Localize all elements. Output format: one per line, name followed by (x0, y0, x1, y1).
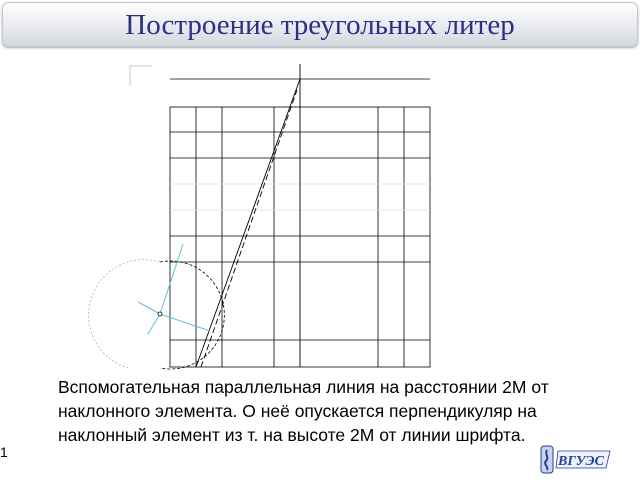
slide-title: Построение треугольных литер (125, 9, 515, 41)
slide-caption: Вспомогательная параллельная линия на расстоянии 2М от наклонного элемента. О неё опускается перпендикуляр на наклонный элемент из т. на высоте 2М от линии шрифта. (58, 377, 549, 445)
svg-text:ВГУЭС: ВГУЭС (558, 454, 604, 469)
university-logo (538, 442, 618, 476)
inclined-element (196, 79, 300, 367)
corner-mark (130, 66, 152, 86)
perpendicular-lines (138, 244, 210, 334)
page-number: 1 (0, 444, 8, 460)
construction-point (158, 312, 162, 316)
